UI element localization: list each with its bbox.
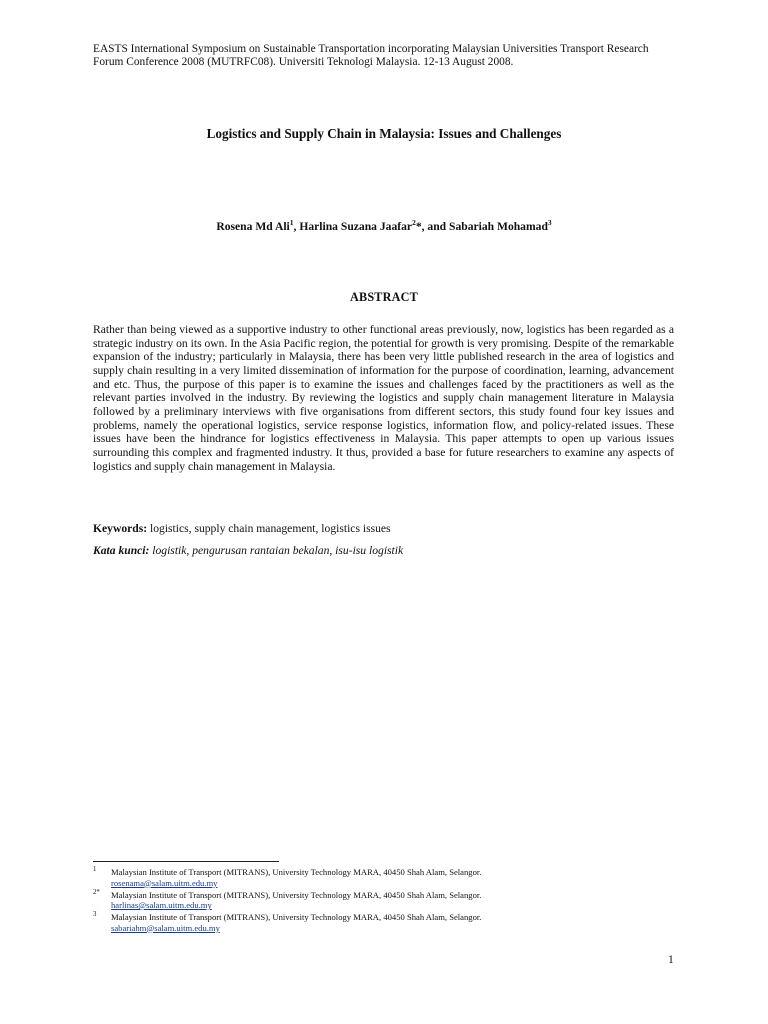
page-number: 1	[668, 953, 674, 966]
kata-kunci-text: logistik, pengurusan rantaian bekalan, isu-isu logistik	[149, 544, 404, 557]
footnote-mark: 1	[93, 866, 97, 873]
author-name: Sabariah Mohamad	[449, 220, 548, 233]
footnote-divider	[93, 861, 279, 862]
author-separator: ,	[293, 220, 300, 233]
paper-title: Logistics and Supply Chain in Malaysia: Issues and Challenges	[206, 126, 562, 141]
keywords-label: Keywords:	[93, 522, 148, 535]
abstract-text: Rather than being viewed as a supportive industry to other functional areas previously, now, logistics has been regarded as a strategic industry on its own. In the Asia Pacific region, the potential for growth is very promising. Despite of the remarkable expansion of the industry; particularly in Malaysia, there has been very little published research in the area of logistics and supply chain resulting in a very limited dissemination of information for the purpose of coordination, learning, advancement and etc. Thus, the purpose of this paper is to examine the issues and challenges faced by the practitioners as well as the relevant parties involved in the industry. By reviewing the logistics and supply chain management literature in Malaysia followed by a preliminary interviews with five organisations from different sectors, this study found four key issues and problems, namely the operational logistics, service response logistics, information flow, and policy-related issues. These issues have been the hindrance for logistics effectiveness in Malaysia. This paper attempts to open up various issues surrounding this complex and fragmented industry. It thus, provided a base for future researchers to examine any aspects of logistics and supply chain management in Malaysia.	[93, 323, 674, 473]
footnote	[93, 867, 693, 888]
footnotes	[93, 867, 693, 935]
footnote	[93, 890, 693, 911]
author-affiliation-mark: 1	[289, 218, 294, 227]
author-affiliation-mark: 2	[412, 218, 416, 227]
keywords-text: logistics, supply chain management, logistics issues	[147, 522, 391, 535]
header-line-2: Forum Conference 2008 (MUTRFC08). Universiti Teknologi Malaysia. 12-13 August 2008.	[93, 56, 514, 69]
author-name: Harlina Suzana Jaafar	[299, 220, 413, 233]
footnote-email-link[interactable]: sabariahm@salam.uitm.edu.my	[111, 922, 220, 933]
footnote-mark: 3	[93, 911, 97, 918]
abstract-heading: ABSTRACT	[350, 290, 418, 304]
author-list	[0, 220, 768, 233]
footnote-affiliation: Malaysian Institute of Transport (MITRANS), University Technology MARA, 40450 Shah Alam, Selangor.	[111, 889, 482, 900]
author-name: Rosena Md Ali	[216, 220, 290, 233]
footnote-affiliation: Malaysian Institute of Transport (MITRANS), University Technology MARA, 40450 Shah Alam, Selangor.	[111, 912, 482, 922]
footnote-mark: 2*	[93, 888, 100, 896]
footnote-email-link[interactable]: harlinas@salam.uitm.edu.my	[111, 900, 212, 910]
kata-kunci-line	[93, 544, 683, 558]
kata-kunci-label: Kata kunci:	[93, 544, 150, 557]
author-affiliation-mark: 3	[547, 218, 552, 227]
header-line-1: EASTS International Symposium on Sustainable Transportation incorporating Malaysian Universities Transport Research	[93, 43, 649, 55]
running-header	[93, 43, 681, 69]
footnote	[93, 912, 693, 933]
author-separator: *, and	[415, 220, 449, 233]
footnote-email-link[interactable]: rosenama@salam.uitm.edu.my	[111, 877, 218, 888]
footnote-affiliation: Malaysian Institute of Transport (MITRANS), University Technology MARA, 40450 Shah Alam, Selangor.	[111, 867, 482, 877]
keywords-line	[93, 522, 683, 536]
